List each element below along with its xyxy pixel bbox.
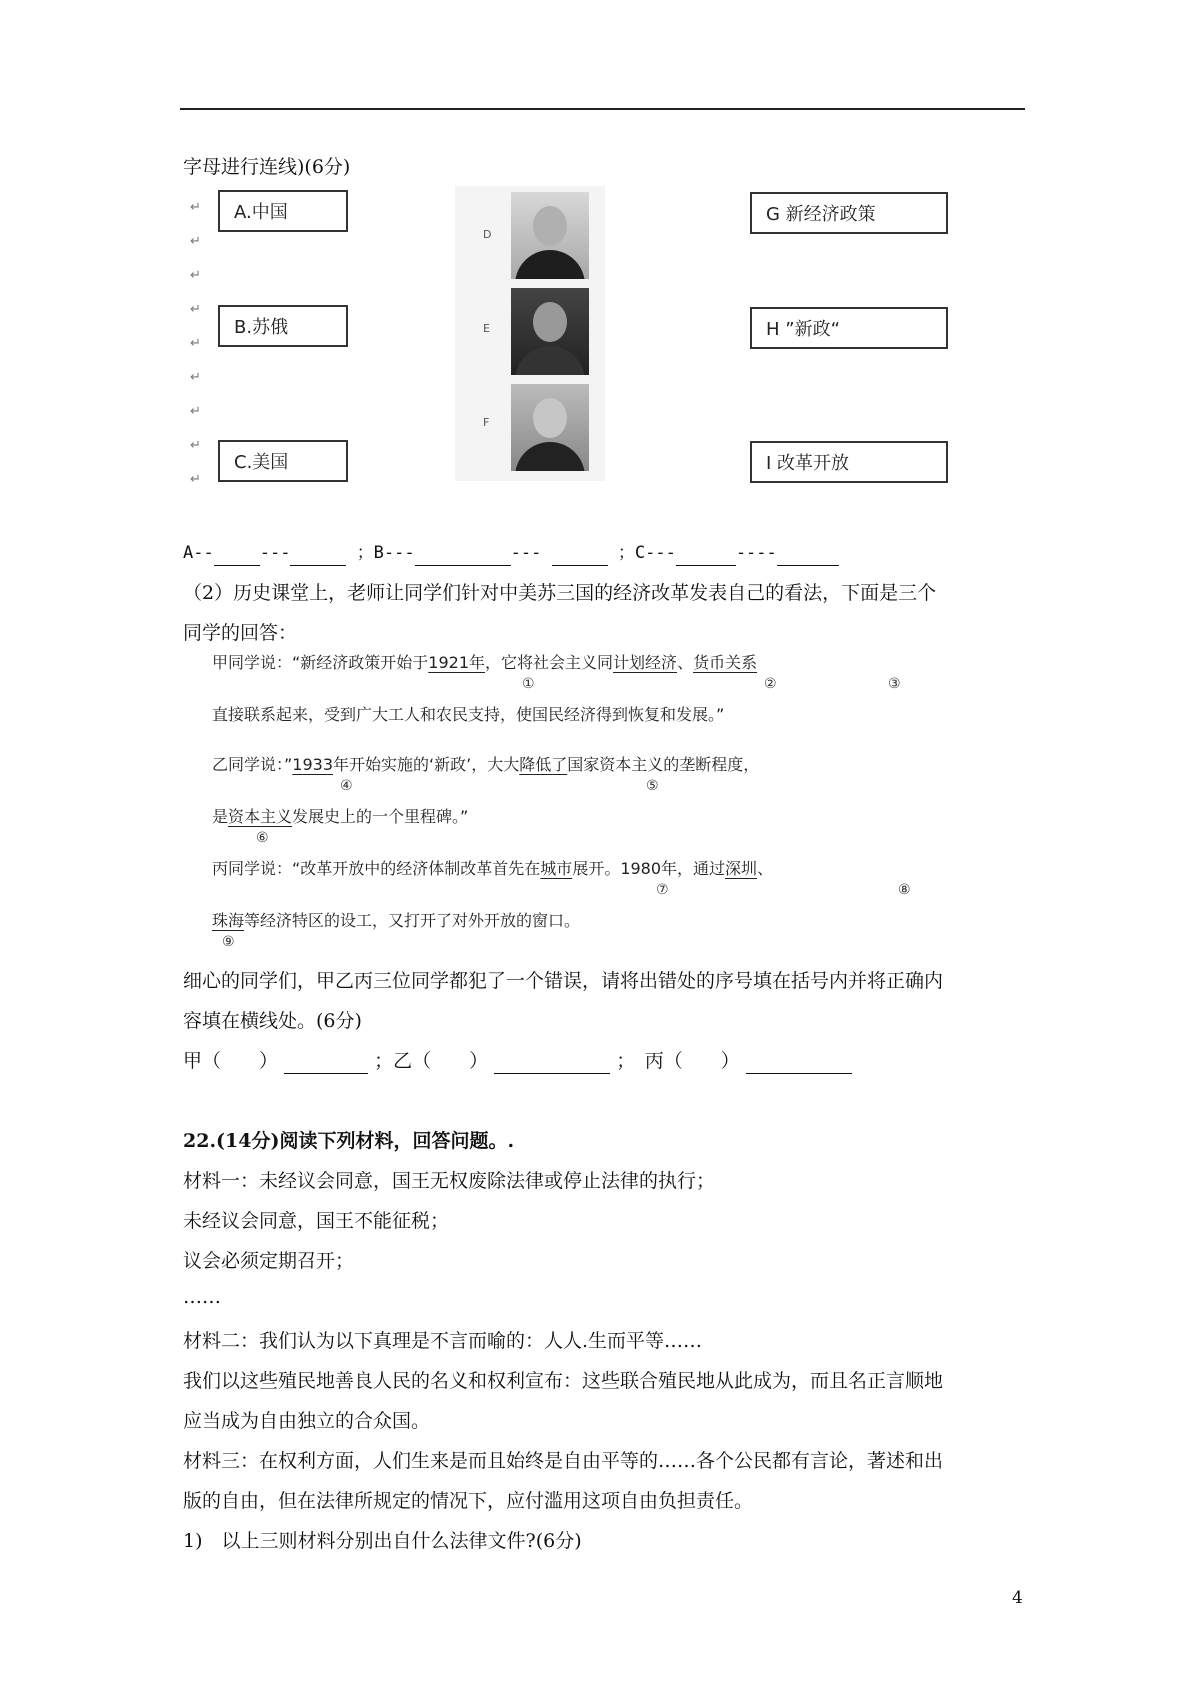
marker-3: ③ xyxy=(888,676,901,692)
part2-ask-line2: 容填在横线处。(6分) xyxy=(183,1010,362,1032)
error-candidate-1: 1921年 xyxy=(428,653,486,672)
paragraph-mark: ↵ xyxy=(190,438,201,453)
paragraph-mark: ↵ xyxy=(190,404,201,419)
answer-blank[interactable] xyxy=(415,545,511,566)
question-intro-tail: 字母进行连线)(6分) xyxy=(183,156,351,178)
error-candidate-2: 计划经济 xyxy=(613,653,678,672)
quote-text: 发展史上的一个里程碑。” xyxy=(292,807,469,826)
paragraph-mark: ↵ xyxy=(190,336,201,351)
error-candidate-5: 降低了 xyxy=(519,755,568,774)
material-2-line2: 我们以这些殖民地善良人民的名义和权利宣布：这些联合殖民地从此成为，而且名正言顺地 xyxy=(183,1370,944,1392)
answer-c-label: ；C--- xyxy=(617,543,676,563)
policy-box-new-deal xyxy=(750,307,948,349)
material-1-ellipsis: …… xyxy=(183,1286,221,1308)
country-box-soviet xyxy=(218,305,348,347)
fill-bing-label: ； 丙（ ） xyxy=(616,1050,740,1072)
error-candidate-3: 货币关系 xyxy=(693,653,758,672)
quote-text: 甲同学说：“新经济政策开始于 xyxy=(212,653,429,672)
fill-jia-label: 甲（ ） xyxy=(183,1050,279,1072)
answer-blank[interactable] xyxy=(676,545,736,566)
student-jia-line1 xyxy=(212,650,757,673)
marker-7: ⑦ xyxy=(656,882,669,898)
material-1-line1: 材料一：未经议会同意，国王无权废除法律或停止法律的执行； xyxy=(183,1170,716,1192)
quote-text: 、 xyxy=(757,859,774,878)
fill-blank-jia[interactable] xyxy=(284,1053,368,1074)
answer-a-label: A-- xyxy=(183,543,214,563)
part2-line1: （2）历史课堂上，老师让同学们针对中美苏三国的经济改革发表自己的看法，下面是三个 xyxy=(183,582,937,604)
answer-sep: --- xyxy=(259,543,291,563)
quote-text: 展开。1980年，通过 xyxy=(572,859,726,878)
marker-4: ④ xyxy=(340,778,353,794)
header-rule xyxy=(180,108,1025,110)
fill-yi-label: ；乙（ ） xyxy=(374,1050,489,1072)
part2-ask-line1: 细心的同学们，甲乙丙三位同学都犯了一个错误，请将出错处的序号填在括号内并将正确内 xyxy=(183,970,944,992)
student-bing-line1 xyxy=(212,856,773,879)
paragraph-mark: ↵ xyxy=(190,472,201,487)
answer-blank[interactable] xyxy=(290,545,346,566)
marker-8: ⑧ xyxy=(898,882,911,898)
quote-text: 国家资本主义的垄断程度， xyxy=(567,755,760,774)
country-box-usa xyxy=(218,440,348,482)
error-candidate-7: 城市 xyxy=(540,859,573,878)
quote-text: 、 xyxy=(677,653,694,672)
material-3-line2: 版的自由，但在法律所规定的情况下，应付滥用这项自由负担责任。 xyxy=(183,1490,754,1512)
policy-label: I 改革开放 xyxy=(766,453,850,474)
material-2-line1: 材料二：我们认为以下真理是不言而喻的：人人.生而平等…… xyxy=(183,1330,703,1352)
marker-5: ⑤ xyxy=(646,778,659,794)
material-3-line1: 材料三：在权利方面，人们生来是而且始终是自由平等的……各个公民都有言论，著述和出 xyxy=(183,1450,944,1472)
material-1-line2: 未经议会同意，国王不能征税； xyxy=(183,1210,450,1232)
quote-text: 乙同学说：” xyxy=(212,755,293,774)
policy-box-nep xyxy=(750,192,948,234)
paragraph-mark: ↵ xyxy=(190,234,201,249)
material-1-line3: 议会必须定期召开； xyxy=(183,1250,355,1272)
answer-blank[interactable] xyxy=(214,545,260,566)
answer-sep: ---- xyxy=(735,543,777,563)
policy-box-reform xyxy=(750,441,948,483)
marker-2: ② xyxy=(764,676,777,692)
quote-text: 等经济特区的设工，又打开了对外开放的窗口。 xyxy=(244,911,581,930)
error-candidate-9: 珠海 xyxy=(212,911,245,930)
answer-blank[interactable] xyxy=(777,545,839,566)
answer-b-label: ；B--- xyxy=(356,543,415,563)
matching-answer-line xyxy=(183,540,839,566)
student-bing-line2 xyxy=(212,908,580,931)
portrait-label-e: E xyxy=(483,322,490,335)
marker-1: ① xyxy=(522,676,535,692)
student-yi-line1 xyxy=(212,752,759,775)
paragraph-mark: ↵ xyxy=(190,302,201,317)
page-number: 4 xyxy=(1012,1588,1023,1608)
fill-blank-yi[interactable] xyxy=(494,1053,610,1074)
part2-line2: 同学的回答： xyxy=(183,622,298,644)
marker-9: ⑨ xyxy=(222,934,235,950)
answer-blank[interactable] xyxy=(552,545,608,566)
quote-text: 年开始实施的‘新政’，大大 xyxy=(333,755,520,774)
country-label: B.苏俄 xyxy=(234,317,289,338)
paragraph-mark: ↵ xyxy=(190,268,201,283)
policy-label: H ”新政“ xyxy=(766,319,840,340)
question-22-sub1: 1) 以上三则材料分别出自什么法律文件?(6分) xyxy=(183,1530,582,1552)
portrait-e xyxy=(511,288,589,375)
error-candidate-6: 资本主义 xyxy=(228,807,293,826)
error-candidate-4: 1933 xyxy=(292,755,334,774)
material-2-line3: 应当成为自由独立的合众国。 xyxy=(183,1410,431,1432)
answer-sep: --- xyxy=(510,543,542,563)
question-22-title: 22.(14分)阅读下列材料，回答问题。. xyxy=(183,1130,515,1152)
country-label: C.美国 xyxy=(234,452,289,473)
quote-text: ，它将社会主义同 xyxy=(485,653,614,672)
portrait-d xyxy=(511,192,589,279)
fill-blank-bing[interactable] xyxy=(746,1053,852,1074)
country-box-china xyxy=(218,190,348,232)
error-candidate-8: 深圳 xyxy=(725,859,758,878)
quote-text: 丙同学说：“改革开放中的经济体制改革首先在 xyxy=(212,859,541,878)
fill-in-line xyxy=(183,1048,852,1074)
portrait-label-f: F xyxy=(483,416,490,429)
policy-label: G 新经济政策 xyxy=(766,204,876,225)
country-label: A.中国 xyxy=(234,202,288,223)
quote-text: 是 xyxy=(212,807,229,826)
portrait-f xyxy=(511,384,589,471)
marker-6: ⑥ xyxy=(256,830,269,846)
portrait-label-d: D xyxy=(483,228,492,241)
paragraph-mark: ↵ xyxy=(190,370,201,385)
paragraph-mark: ↵ xyxy=(190,200,201,215)
student-jia-line2: 直接联系起来，受到广大工人和农民支持，使国民经济得到恢复和发展。” xyxy=(212,705,725,724)
student-yi-line2 xyxy=(212,804,468,827)
portrait-panel xyxy=(455,186,605,481)
